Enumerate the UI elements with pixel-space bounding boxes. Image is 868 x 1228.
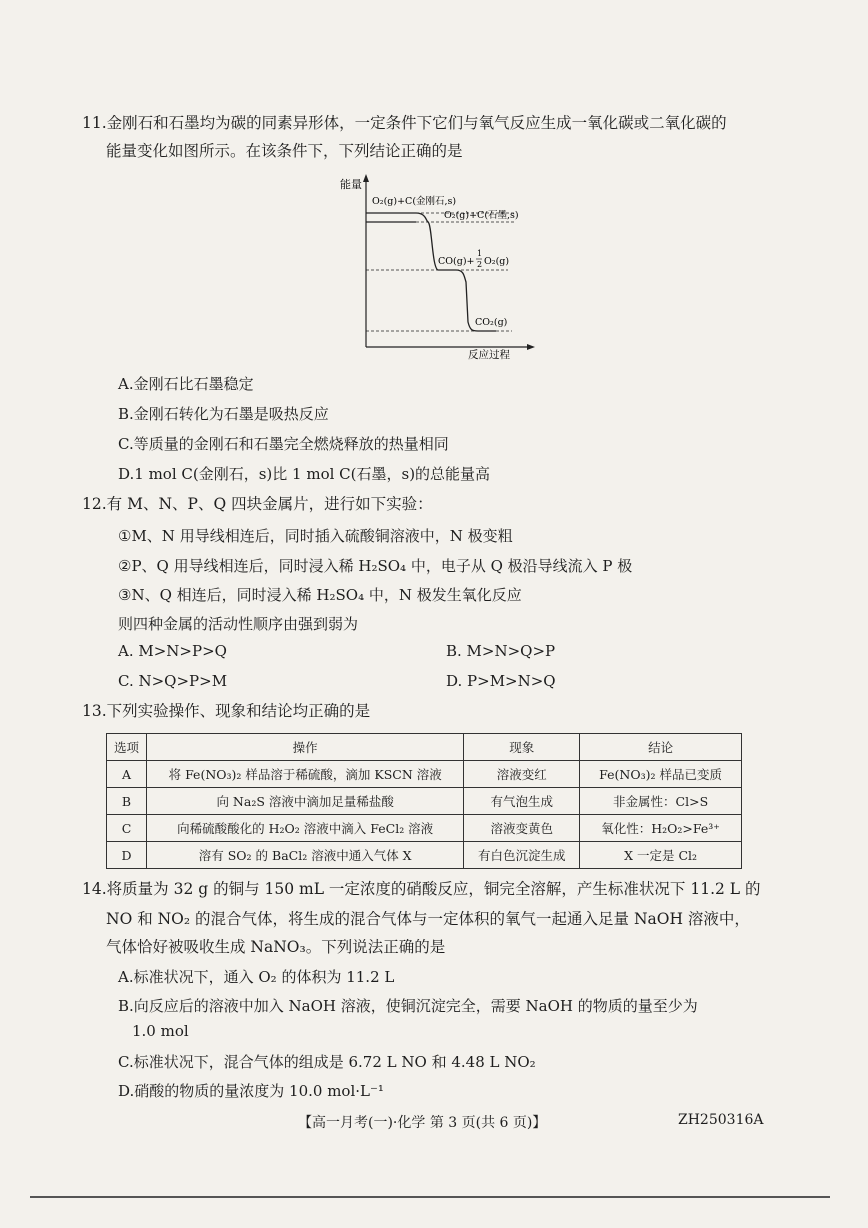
cell: C bbox=[107, 815, 147, 842]
q11-option-c: C.等质量的金刚石和石墨完全燃烧释放的热量相同 bbox=[118, 435, 449, 453]
table-row bbox=[107, 842, 742, 869]
cell: A bbox=[107, 761, 147, 788]
header-phenomenon: 现象 bbox=[464, 734, 580, 761]
cell: 氧化性：H₂O₂>Fe³⁺ bbox=[580, 815, 742, 842]
q14-option-b-cont: 1.0 mol bbox=[132, 1022, 189, 1040]
q14-stem-line3: 气体恰好被吸收生成 NaNO₃。下列说法正确的是 bbox=[106, 938, 446, 956]
q12-question: 则四种金属的活动性顺序由强到弱为 bbox=[118, 615, 359, 633]
cell: 溶液变黄色 bbox=[464, 815, 580, 842]
q11-option-b: B.金刚石转化为石墨是吸热反应 bbox=[118, 405, 329, 423]
q12-item-2: ②P、Q 用导线相连后，同时浸入稀 H₂SO₄ 中，电子从 Q 极沿导线流入 P 极 bbox=[118, 557, 633, 575]
q12-option-d: D. P>M>N>Q bbox=[446, 672, 556, 690]
table-header-row bbox=[107, 734, 742, 761]
bottom-divider bbox=[30, 1196, 830, 1198]
frac-den: 2 bbox=[477, 260, 483, 269]
q14-stem-line1: 14.将质量为 32 g 的铜与 150 mL 一定浓度的硝酸反应，铜完全溶解，产生标准状况下 11.2 L 的 bbox=[82, 880, 761, 898]
q11-stem-line2: 能量变化如图所示。在该条件下，下列结论正确的是 bbox=[106, 142, 463, 160]
level-diamond-label: O₂(g)+C(金刚石,s) bbox=[372, 196, 457, 207]
header-operation: 操作 bbox=[146, 734, 463, 761]
y-axis-label: 能量 bbox=[340, 178, 362, 191]
q12-item-1: ①M、N 用导线相连后，同时插入硫酸铜溶液中，N 极变粗 bbox=[118, 527, 513, 545]
table-row bbox=[107, 761, 742, 788]
q13-stem: 13.下列实验操作、现象和结论均正确的是 bbox=[82, 702, 371, 720]
level-co-label: CO(g)+ bbox=[438, 256, 475, 267]
q12-item-3: ③N、Q 相连后，同时浸入稀 H₂SO₄ 中，N 极发生氧化反应 bbox=[118, 586, 522, 604]
table-row bbox=[107, 788, 742, 815]
q11-option-a: A.金刚石比石墨稳定 bbox=[118, 375, 254, 393]
cell: 向稀硫酸酸化的 H₂O₂ 溶液中滴入 FeCl₂ 溶液 bbox=[146, 815, 463, 842]
page-footer: 【高一月考(一)·化学 第 3 页(共 6 页)】 bbox=[298, 1115, 547, 1131]
cell: B bbox=[107, 788, 147, 815]
level-co2-label: CO₂(g) bbox=[475, 317, 508, 328]
q14-stem-line2: NO 和 NO₂ 的混合气体，将生成的混合气体与一定体积的氧气一起通入足量 NaOH 溶液中， bbox=[106, 910, 750, 928]
exam-code: ZH250316A bbox=[678, 1112, 764, 1128]
x-axis-label: 反应过程 bbox=[468, 349, 510, 361]
level-co-o2: O₂(g) bbox=[484, 256, 510, 267]
table-row bbox=[107, 815, 742, 842]
q14-option-d: D.硝酸的物质的量浓度为 10.0 mol·L⁻¹ bbox=[118, 1082, 384, 1100]
q11-option-d: D.1 mol C(金刚石，s)比 1 mol C(石墨，s)的总能量高 bbox=[118, 465, 491, 483]
cell: X 一定是 Cl₂ bbox=[580, 842, 742, 869]
q11-stem-line1: 11.金刚石和石墨均为碳的同素异形体，一定条件下它们与氧气反应生成一氧化碳或二氧化碳的 bbox=[82, 114, 727, 132]
cell: 向 Na₂S 溶液中滴加足量稀盐酸 bbox=[146, 788, 463, 815]
cell: Fe(NO₃)₂ 样品已变质 bbox=[580, 761, 742, 788]
cell: 将 Fe(NO₃)₂ 样品溶于稀硫酸，滴加 KSCN 溶液 bbox=[146, 761, 463, 788]
q12-option-c: C. N>Q>P>M bbox=[118, 672, 228, 690]
q12-option-a: A. M>N>P>Q bbox=[118, 642, 227, 660]
cell: 溶液变红 bbox=[464, 761, 580, 788]
cell: 非金属性：Cl>S bbox=[580, 788, 742, 815]
experiment-table bbox=[106, 733, 742, 869]
q14-option-c: C.标准状况下，混合气体的组成是 6.72 L NO 和 4.48 L NO₂ bbox=[118, 1053, 536, 1071]
cell: D bbox=[107, 842, 147, 869]
level-graphite-label: O₂(g)+C(石墨,s) bbox=[444, 210, 519, 221]
header-option: 选项 bbox=[107, 734, 147, 761]
cell: 有白色沉淀生成 bbox=[464, 842, 580, 869]
frac-num: 1 bbox=[477, 249, 483, 258]
q14-option-a: A.标准状况下，通入 O₂ 的体积为 11.2 L bbox=[118, 968, 395, 986]
q12-option-b: B. M>N>Q>P bbox=[446, 642, 556, 660]
cell: 有气泡生成 bbox=[464, 788, 580, 815]
energy-diagram bbox=[336, 172, 536, 362]
q14-option-b: B.向反应后的溶液中加入 NaOH 溶液，使铜沉淀完全，需要 NaOH 的物质的量至少为 bbox=[118, 997, 698, 1015]
q12-stem: 12.有 M、N、P、Q 四块金属片，进行如下实验： bbox=[82, 495, 433, 513]
cell: 溶有 SO₂ 的 BaCl₂ 溶液中通入气体 X bbox=[146, 842, 463, 869]
header-conclusion: 结论 bbox=[580, 734, 742, 761]
